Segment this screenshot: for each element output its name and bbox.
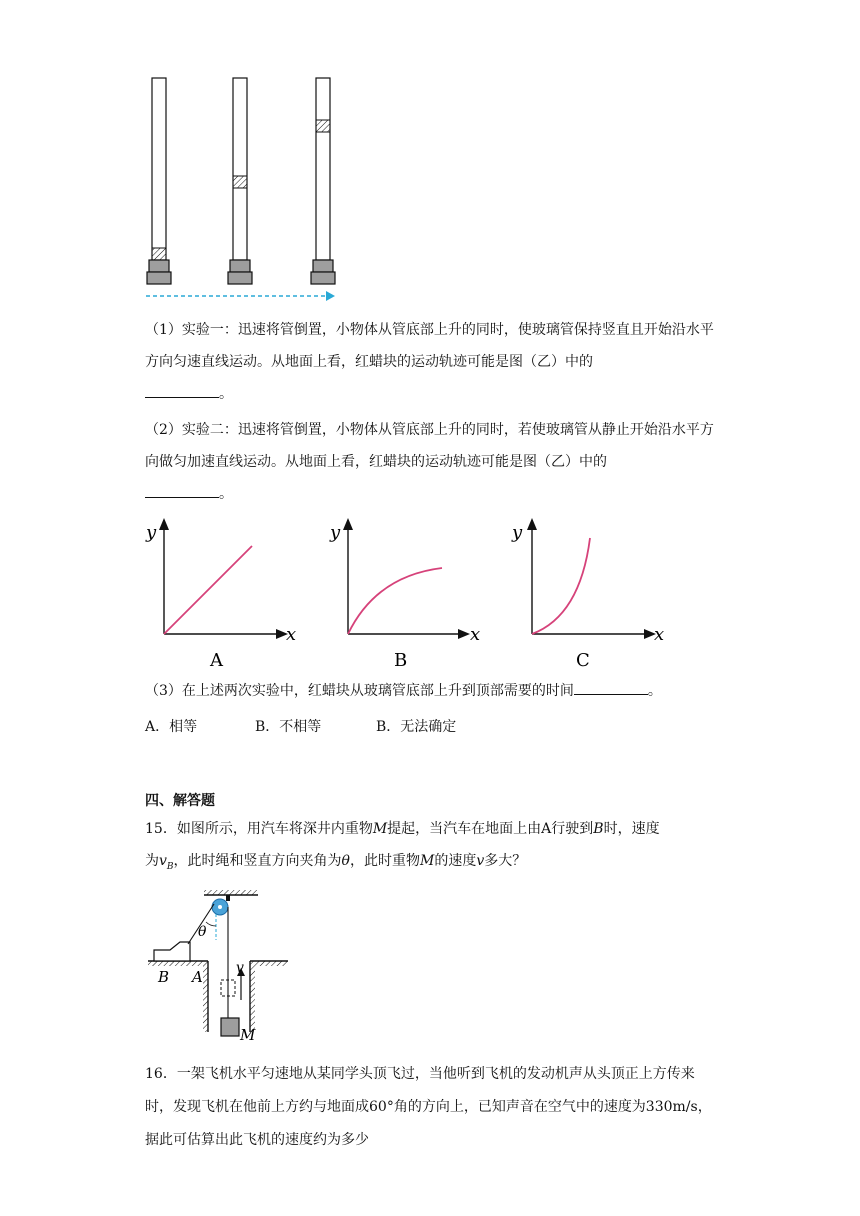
weight-block xyxy=(221,1018,239,1036)
q15-point-b: B xyxy=(593,821,604,837)
q15-text-2: 提起，当汽车在地面上由A行驶到 xyxy=(387,821,594,837)
well-pulley-figure xyxy=(140,882,300,1048)
q15-velocity-symbol: v xyxy=(159,853,167,869)
ceiling-hatch xyxy=(204,890,258,895)
tube-2 xyxy=(228,78,252,284)
graph-c-x-label: x xyxy=(654,624,665,645)
question-2-end: 。 xyxy=(219,486,233,502)
point-b-label: B xyxy=(158,968,170,986)
question-16 xyxy=(145,1058,720,1157)
tube-1 xyxy=(147,78,171,284)
graph-a-curve xyxy=(164,546,252,634)
q15-text-1: 15．如图所示，用汽车将深井内重物 xyxy=(145,821,373,837)
q15-text-7: 的速度 xyxy=(434,853,477,869)
option-b[interactable]: B．不相等 xyxy=(255,719,322,735)
graph-b-curve xyxy=(348,568,442,634)
question-3 xyxy=(145,680,662,700)
point-a-label: A xyxy=(192,968,203,986)
graph-c-y-label: y xyxy=(512,522,523,543)
weight-label: M xyxy=(240,1026,256,1044)
graph-a xyxy=(145,518,296,671)
tube-3 xyxy=(311,78,335,284)
answer-blank-2[interactable] xyxy=(145,483,219,498)
question-1-text: （1）实验一：迅速将管倒置，小物体从管底部上升的同时，使玻璃管保持竖直且开始沿水平方向匀速直线运动。从地面上看，红蜡块的运动轨迹可能是图（乙）中的 xyxy=(145,322,714,370)
question-3-text: （3）在上述两次实验中，红蜡块从玻璃管底部上升到顶部需要的时间 xyxy=(145,683,574,699)
q15-text-6: ，此时重物 xyxy=(349,853,420,869)
q15-mass-symbol: M xyxy=(372,821,388,837)
question-2 xyxy=(145,414,725,510)
graph-c-label: C xyxy=(576,650,590,671)
question-15-line-1 xyxy=(145,818,660,838)
answer-blank-1[interactable] xyxy=(145,383,219,398)
tubes-figure xyxy=(140,70,350,310)
q15-text-3: 时，速度 xyxy=(603,821,660,837)
question-2-text: （2）实验二：迅速将管倒置，小物体从管底部上升的同时，若使玻璃管从静止开始沿水平方向做匀加速直线运动。从地面上看，红蜡块的运动轨迹可能是图（乙）中的 xyxy=(145,422,714,470)
q15-text-4: 为 xyxy=(145,853,159,869)
graph-a-label: A xyxy=(210,650,223,671)
graph-a-y-label: y xyxy=(146,522,157,543)
question-1-end: 。 xyxy=(219,386,233,402)
graph-b-label: B xyxy=(394,650,408,671)
option-c[interactable]: B．无法确定 xyxy=(376,719,457,735)
question-1 xyxy=(145,314,725,410)
option-a[interactable]: A．相等 xyxy=(145,719,198,735)
car-icon xyxy=(154,942,190,961)
q15-text-5: ，此时绳和竖直方向夹角为 xyxy=(173,853,342,869)
graphs-figure xyxy=(140,516,680,676)
question-16-text: 16．一架飞机水平匀速地从某同学头顶飞过，当他听到飞机的发动机声从头顶正上方传来时，发现飞机在他前上方约与地面成60°角的方向上，已知声音在空气中的速度为330m/s，据此可估算出此飞机的速度约为多少 xyxy=(145,1066,712,1148)
q15-mass-symbol-2: M xyxy=(419,853,435,869)
graph-a-x-label: x xyxy=(286,624,297,645)
graph-b-y-label: y xyxy=(330,522,341,543)
question-15-line-2 xyxy=(145,850,526,872)
graph-c-curve xyxy=(532,538,590,634)
velocity-label: v xyxy=(236,960,244,976)
graph-b-x-label: x xyxy=(470,624,481,645)
answer-blank-3[interactable] xyxy=(574,680,648,695)
q15-velocity-sub: B xyxy=(166,861,174,872)
q15-velocity-symbol-2: v xyxy=(476,853,485,869)
theta-label: θ xyxy=(198,924,207,940)
section-title: 四、解答题 xyxy=(145,793,215,809)
graph-c xyxy=(511,518,664,671)
graph-b xyxy=(329,518,480,671)
q15-theta-symbol: θ xyxy=(341,853,350,869)
q15-text-8: 多大？ xyxy=(484,853,527,869)
question-3-end: 。 xyxy=(647,683,662,699)
motion-arrow xyxy=(146,291,335,301)
